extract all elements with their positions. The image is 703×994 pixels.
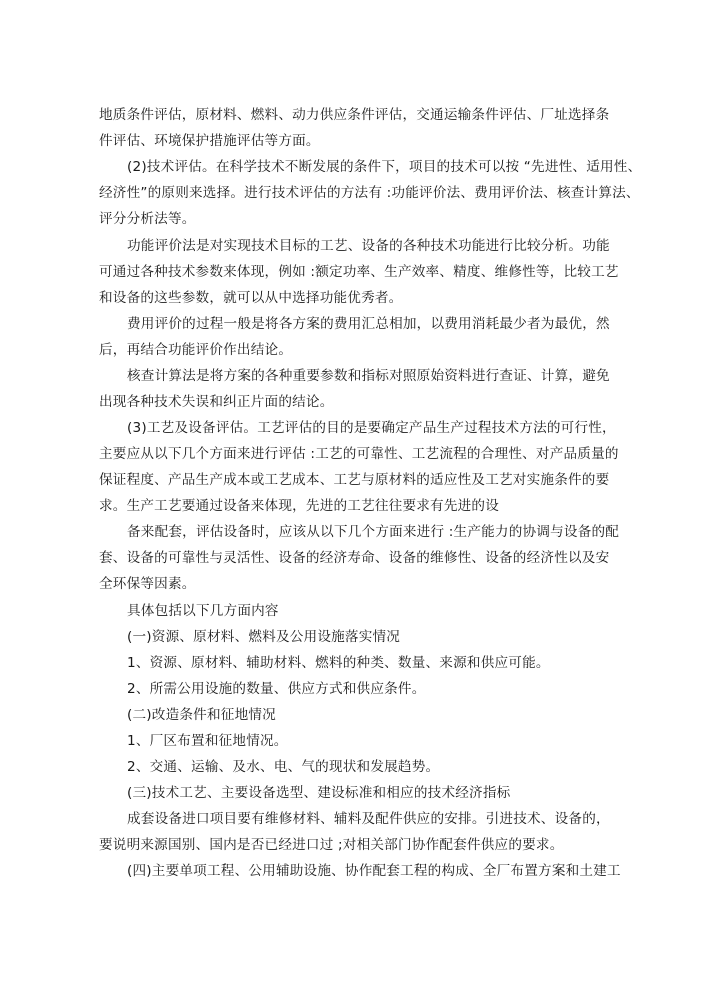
text-line: 费用评价的过程一般是将各方案的费用汇总相加，以费用消耗最少者为最优，然 bbox=[127, 316, 610, 332]
text-line: 核查计算法是将方案的各种重要参数和指标对照原始资料进行查证、计算，避免 bbox=[127, 368, 610, 384]
text-line: 套、设备的可靠性与灵活性、设备的经济寿命、设备的维修性、设备的经济性以及安 bbox=[99, 550, 610, 566]
text-line: 地质条件评估，原材料、燃料、动力供应条件评估，交通运输条件评估、厂址选择条 bbox=[99, 107, 610, 123]
text-line: 2、交通、运输、及水、电、气的现状和发展趋势。 bbox=[127, 759, 440, 775]
text-line: 成套设备进口项目要有维修材料、辅料及配件供应的安排。引进技术、设备的， bbox=[127, 811, 610, 827]
text-line: 求。生产工艺要通过设备来体现，先进的工艺往往要求有先进的设 bbox=[99, 498, 500, 514]
text-line: 1、厂区布置和征地情况。 bbox=[127, 733, 288, 749]
text-line: 主要应从以下几个方面来进行评估 :工艺的可靠性、工艺流程的合理性、对产品质量的 bbox=[99, 446, 619, 462]
text-line: 保证程度、产品生产成本或工艺成本、工艺与原材料的适应性及工艺对实施条件的要 bbox=[99, 472, 610, 488]
text-line: 出现各种技术失误和纠正片面的结论。 bbox=[99, 394, 334, 410]
text-line: (二)改造条件和征地情况 bbox=[127, 707, 276, 723]
text-line: 2、所需公用设施的数量、供应方式和供应条件。 bbox=[127, 681, 426, 697]
text-line: (三)技术工艺、主要设备选型、建设标准和相应的技术经济指标 bbox=[127, 785, 511, 801]
text-line: 后，再结合功能评价作出结论。 bbox=[99, 342, 293, 358]
text-line: 件评估、环境保护措施评估等方面。 bbox=[99, 133, 320, 149]
text-line: 和设备的这些参数，就可以从中选择功能优秀者。 bbox=[99, 290, 403, 306]
text-line: 备来配套，评估设备时，应该从以下几个方面来进行 :生产能力的协调与设备的配 bbox=[127, 524, 620, 540]
text-line: (四)主要单项工程、公用辅助设施、协作配套工程的构成、全厂布置方案和土建工 bbox=[127, 863, 621, 879]
text-line: (2)技术评估。在科学技术不断发展的条件下，项目的技术可以按 “先进性、适用性、 bbox=[127, 159, 642, 175]
text-line: (3)工艺及设备评估。工艺评估的目的是要确定产品生产过程技术方法的可行性， bbox=[127, 420, 616, 436]
text-line: 要说明来源国别、国内是否已经进口过 ;对相关部门协作配套件供应的要求。 bbox=[99, 837, 564, 853]
text-line: 经济性”的原则来选择。进行技术评估的方法有 :功能评价法、费用评价法、核查计算法、 bbox=[99, 185, 640, 201]
text-line: 1、资源、原材料、辅助材料、燃料的种类、数量、来源和供应可能。 bbox=[127, 655, 550, 671]
text-line: 全环保等因素。 bbox=[99, 576, 196, 592]
text-line: 可通过各种技术参数来体现，例如 :额定功率、生产效率、精度、维修性等，比较工艺 bbox=[99, 264, 619, 280]
text-line: 功能评价法是对实现技术目标的工艺、设备的各种技术功能进行比较分析。功能 bbox=[127, 238, 610, 254]
text-line: (一)资源、原材料、燃料及公用设施落实情况 bbox=[127, 629, 401, 645]
text-line: 评分分析法等。 bbox=[99, 211, 196, 227]
text-line: 具体包括以下几方面内容 bbox=[127, 603, 279, 619]
